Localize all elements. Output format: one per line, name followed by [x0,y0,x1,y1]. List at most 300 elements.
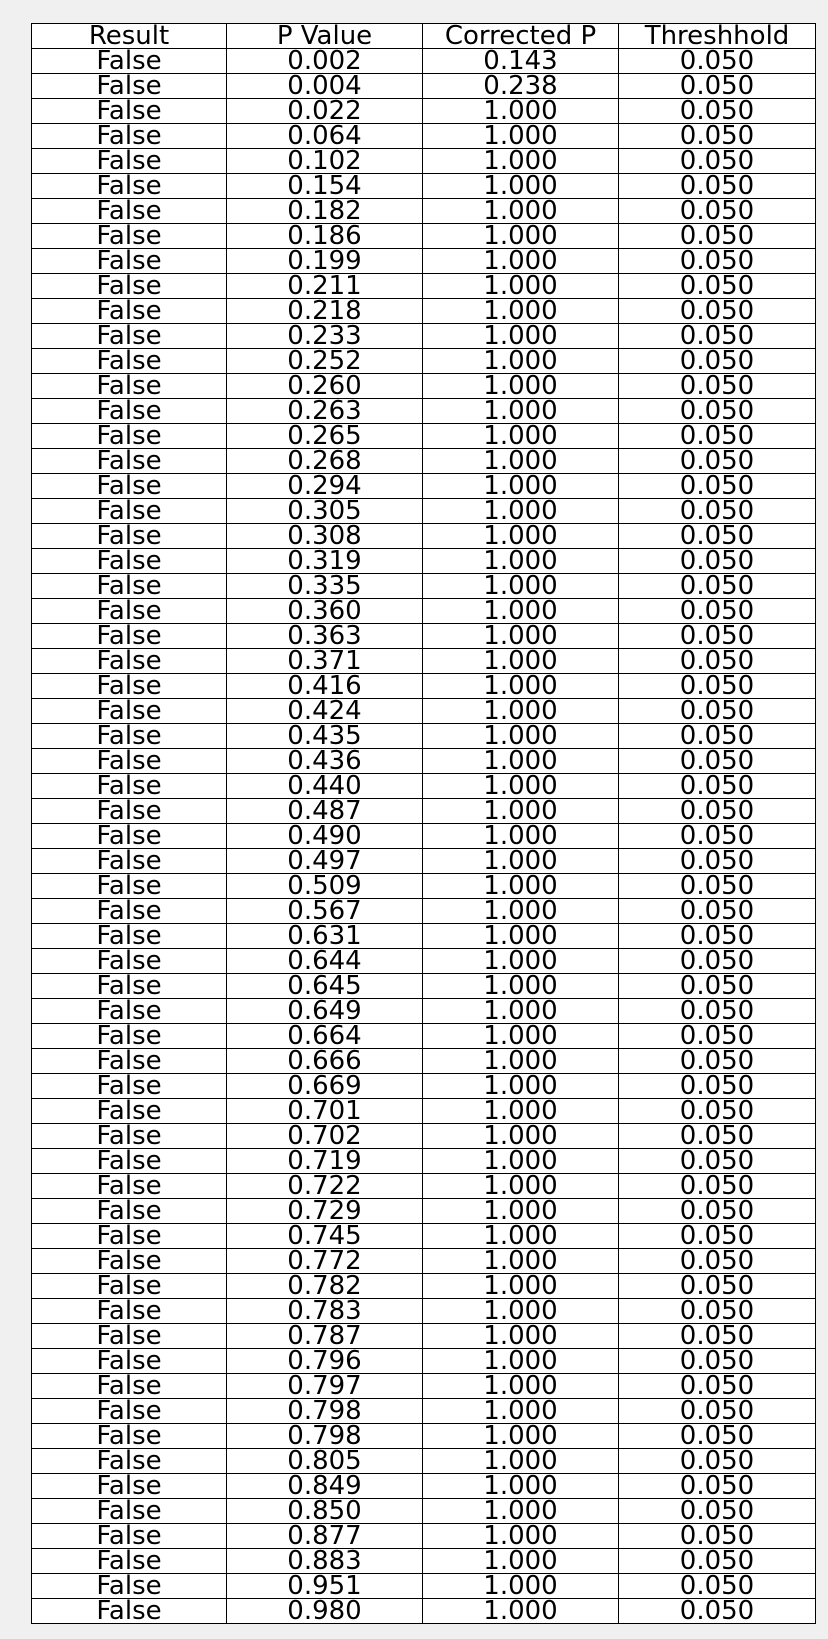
threshold-cell: 0.050 [619,174,816,199]
table-header [32,24,816,49]
p-value-cell: 0.772 [227,1249,423,1274]
threshold-cell: 0.050 [619,1449,816,1474]
table-row [32,524,816,549]
result-cell: False [32,699,227,724]
p-value-cell: 0.435 [227,724,423,749]
threshold-cell: 0.050 [619,1374,816,1399]
column-header-corrected-p: Corrected P [423,24,619,49]
corrected-p-cell: 1.000 [423,1599,619,1624]
p-value-cell: 0.308 [227,524,423,549]
table-row [32,674,816,699]
table-row [32,874,816,899]
result-cell: False [32,424,227,449]
corrected-p-cell: 1.000 [423,199,619,224]
result-cell: False [32,824,227,849]
table-row [32,824,816,849]
corrected-p-cell: 1.000 [423,1399,619,1424]
corrected-p-cell: 1.000 [423,649,619,674]
p-value-cell: 0.719 [227,1149,423,1174]
table-row [32,1224,816,1249]
threshold-cell: 0.050 [619,1149,816,1174]
corrected-p-cell: 1.000 [423,499,619,524]
p-value-cell: 0.436 [227,749,423,774]
result-cell: False [32,49,227,74]
table-row [32,1099,816,1124]
table-row [32,174,816,199]
result-cell: False [32,724,227,749]
threshold-cell: 0.050 [619,124,816,149]
p-value-cell: 0.263 [227,399,423,424]
corrected-p-cell: 1.000 [423,574,619,599]
result-cell: False [32,174,227,199]
result-cell: False [32,624,227,649]
p-value-cell: 0.218 [227,299,423,324]
corrected-p-cell: 1.000 [423,1049,619,1074]
corrected-p-cell: 1.000 [423,124,619,149]
threshold-cell: 0.050 [619,99,816,124]
threshold-cell: 0.050 [619,474,816,499]
result-cell: False [32,999,227,1024]
corrected-p-cell: 1.000 [423,1474,619,1499]
p-value-cell: 0.669 [227,1074,423,1099]
table-row [32,349,816,374]
threshold-cell: 0.050 [619,249,816,274]
p-value-cell: 0.211 [227,274,423,299]
p-value-cell: 0.102 [227,149,423,174]
corrected-p-cell: 1.000 [423,799,619,824]
threshold-cell: 0.050 [619,774,816,799]
corrected-p-cell: 1.000 [423,249,619,274]
threshold-cell: 0.050 [619,1174,816,1199]
result-cell: False [32,1374,227,1399]
corrected-p-cell: 1.000 [423,874,619,899]
p-value-cell: 0.233 [227,324,423,349]
p-value-cell: 0.363 [227,624,423,649]
p-value-cell: 0.265 [227,424,423,449]
corrected-p-cell: 1.000 [423,324,619,349]
result-cell: False [32,1574,227,1599]
p-value-cell: 0.666 [227,1049,423,1074]
p-value-cell: 0.729 [227,1199,423,1224]
table-row [32,424,816,449]
threshold-cell: 0.050 [619,949,816,974]
threshold-cell: 0.050 [619,1224,816,1249]
table-row [32,1499,816,1524]
table-row [32,124,816,149]
corrected-p-cell: 1.000 [423,1424,619,1449]
p-value-cell: 0.849 [227,1474,423,1499]
p-value-cell: 0.980 [227,1599,423,1624]
result-cell: False [32,149,227,174]
result-cell: False [32,249,227,274]
corrected-p-cell: 1.000 [423,974,619,999]
table-row [32,999,816,1024]
table-row [32,299,816,324]
p-value-cell: 0.497 [227,849,423,874]
result-cell: False [32,574,227,599]
corrected-p-cell: 1.000 [423,174,619,199]
corrected-p-cell: 1.000 [423,674,619,699]
threshold-cell: 0.050 [619,399,816,424]
p-value-cell: 0.631 [227,924,423,949]
result-cell: False [32,1024,227,1049]
corrected-p-cell: 1.000 [423,1024,619,1049]
threshold-cell: 0.050 [619,1324,816,1349]
p-value-cell: 0.796 [227,1349,423,1374]
threshold-cell: 0.050 [619,1574,816,1599]
table-row [32,1199,816,1224]
corrected-p-cell: 1.000 [423,1174,619,1199]
table-row [32,199,816,224]
result-cell: False [32,949,227,974]
p-value-cell: 0.360 [227,599,423,624]
result-cell: False [32,1424,227,1449]
column-header-threshold: Threshhold [619,24,816,49]
p-value-cell: 0.002 [227,49,423,74]
table-row [32,574,816,599]
corrected-p-cell: 1.000 [423,449,619,474]
result-cell: False [32,524,227,549]
result-cell: False [32,1349,227,1374]
threshold-cell: 0.050 [619,274,816,299]
table-row [32,1449,816,1474]
table-row [32,399,816,424]
threshold-cell: 0.050 [619,224,816,249]
p-value-cell: 0.424 [227,699,423,724]
table-body [32,49,816,1624]
threshold-cell: 0.050 [619,1249,816,1274]
threshold-cell: 0.050 [619,349,816,374]
corrected-p-cell: 1.000 [423,1199,619,1224]
results-table-container [31,23,815,1624]
threshold-cell: 0.050 [619,1499,816,1524]
p-value-cell: 0.797 [227,1374,423,1399]
table-row [32,849,816,874]
corrected-p-cell: 1.000 [423,599,619,624]
threshold-cell: 0.050 [619,649,816,674]
corrected-p-cell: 1.000 [423,99,619,124]
table-row [32,1349,816,1374]
p-value-cell: 0.783 [227,1299,423,1324]
result-cell: False [32,974,227,999]
corrected-p-cell: 1.000 [423,1349,619,1374]
corrected-p-cell: 1.000 [423,1374,619,1399]
corrected-p-cell: 1.000 [423,1274,619,1299]
threshold-cell: 0.050 [619,324,816,349]
corrected-p-cell: 1.000 [423,149,619,174]
table-row [32,549,816,574]
corrected-p-cell: 1.000 [423,749,619,774]
table-row [32,1074,816,1099]
corrected-p-cell: 1.000 [423,299,619,324]
corrected-p-cell: 1.000 [423,1574,619,1599]
result-cell: False [32,449,227,474]
table-row [32,1424,816,1449]
corrected-p-cell: 0.143 [423,49,619,74]
table-row [32,99,816,124]
corrected-p-cell: 1.000 [423,899,619,924]
table-row [32,1049,816,1074]
p-value-cell: 0.186 [227,224,423,249]
threshold-cell: 0.050 [619,149,816,174]
threshold-cell: 0.050 [619,1524,816,1549]
threshold-cell: 0.050 [619,74,816,99]
threshold-cell: 0.050 [619,499,816,524]
p-value-cell: 0.416 [227,674,423,699]
table-row [32,1374,816,1399]
threshold-cell: 0.050 [619,1074,816,1099]
p-value-cell: 0.022 [227,99,423,124]
header-row [32,24,816,49]
corrected-p-cell: 1.000 [423,374,619,399]
p-value-cell: 0.782 [227,1274,423,1299]
corrected-p-cell: 1.000 [423,1249,619,1274]
threshold-cell: 0.050 [619,1299,816,1324]
result-cell: False [32,374,227,399]
threshold-cell: 0.050 [619,749,816,774]
table-row [32,1324,816,1349]
threshold-cell: 0.050 [619,674,816,699]
p-value-cell: 0.702 [227,1124,423,1149]
p-value-cell: 0.644 [227,949,423,974]
corrected-p-cell: 1.000 [423,474,619,499]
table-row [32,1124,816,1149]
threshold-cell: 0.050 [619,1424,816,1449]
result-cell: False [32,1074,227,1099]
threshold-cell: 0.050 [619,699,816,724]
result-cell: False [32,324,227,349]
p-value-cell: 0.877 [227,1524,423,1549]
p-value-cell: 0.567 [227,899,423,924]
table-row [32,324,816,349]
p-value-cell: 0.154 [227,174,423,199]
threshold-cell: 0.050 [619,299,816,324]
p-value-cell: 0.645 [227,974,423,999]
result-cell: False [32,599,227,624]
corrected-p-cell: 1.000 [423,1074,619,1099]
threshold-cell: 0.050 [619,624,816,649]
p-value-cell: 0.335 [227,574,423,599]
p-value-cell: 0.722 [227,1174,423,1199]
corrected-p-cell: 1.000 [423,424,619,449]
result-cell: False [32,1174,227,1199]
result-cell: False [32,299,227,324]
table-row [32,1249,816,1274]
table-row [32,649,816,674]
result-cell: False [32,1274,227,1299]
table-row [32,699,816,724]
result-cell: False [32,1124,227,1149]
table-row [32,1549,816,1574]
table-row [32,499,816,524]
p-value-cell: 0.883 [227,1549,423,1574]
threshold-cell: 0.050 [619,1599,816,1624]
threshold-cell: 0.050 [619,424,816,449]
threshold-cell: 0.050 [619,1024,816,1049]
table-row [32,1174,816,1199]
corrected-p-cell: 1.000 [423,949,619,974]
corrected-p-cell: 1.000 [423,1149,619,1174]
table-row [32,74,816,99]
table-row [32,149,816,174]
result-cell: False [32,1299,227,1324]
result-cell: False [32,474,227,499]
result-cell: False [32,1099,227,1124]
corrected-p-cell: 1.000 [423,724,619,749]
threshold-cell: 0.050 [619,49,816,74]
p-value-cell: 0.649 [227,999,423,1024]
result-cell: False [32,1474,227,1499]
threshold-cell: 0.050 [619,1474,816,1499]
p-value-cell: 0.951 [227,1574,423,1599]
table-row [32,1274,816,1299]
p-value-cell: 0.787 [227,1324,423,1349]
result-cell: False [32,874,227,899]
table-row [32,274,816,299]
threshold-cell: 0.050 [619,199,816,224]
corrected-p-cell: 1.000 [423,1099,619,1124]
result-cell: False [32,199,227,224]
p-value-cell: 0.440 [227,774,423,799]
result-cell: False [32,399,227,424]
table-row [32,624,816,649]
column-header-p-value: P Value [227,24,423,49]
table-row [32,799,816,824]
threshold-cell: 0.050 [619,1399,816,1424]
result-cell: False [32,349,227,374]
corrected-p-cell: 1.000 [423,1224,619,1249]
threshold-cell: 0.050 [619,999,816,1024]
corrected-p-cell: 1.000 [423,349,619,374]
corrected-p-cell: 1.000 [423,524,619,549]
result-cell: False [32,1599,227,1624]
table-row [32,1474,816,1499]
table-row [32,899,816,924]
corrected-p-cell: 1.000 [423,624,619,649]
result-cell: False [32,124,227,149]
result-cell: False [32,99,227,124]
table-row [32,1399,816,1424]
p-value-cell: 0.371 [227,649,423,674]
p-value-cell: 0.319 [227,549,423,574]
table-row [32,374,816,399]
threshold-cell: 0.050 [619,974,816,999]
p-value-cell: 0.487 [227,799,423,824]
threshold-cell: 0.050 [619,1049,816,1074]
p-value-cell: 0.509 [227,874,423,899]
corrected-p-cell: 1.000 [423,1449,619,1474]
threshold-cell: 0.050 [619,1199,816,1224]
threshold-cell: 0.050 [619,824,816,849]
corrected-p-cell: 1.000 [423,1524,619,1549]
p-value-cell: 0.260 [227,374,423,399]
result-cell: False [32,849,227,874]
table-row [32,724,816,749]
result-cell: False [32,1149,227,1174]
table-row [32,249,816,274]
threshold-cell: 0.050 [619,574,816,599]
result-cell: False [32,1324,227,1349]
p-value-cell: 0.004 [227,74,423,99]
corrected-p-cell: 1.000 [423,924,619,949]
table-row [32,974,816,999]
p-value-cell: 0.064 [227,124,423,149]
table-row [32,449,816,474]
p-value-cell: 0.701 [227,1099,423,1124]
threshold-cell: 0.050 [619,799,816,824]
table-row [32,474,816,499]
threshold-cell: 0.050 [619,924,816,949]
corrected-p-cell: 1.000 [423,1299,619,1324]
corrected-p-cell: 1.000 [423,549,619,574]
result-cell: False [32,774,227,799]
table-row [32,924,816,949]
corrected-p-cell: 1.000 [423,999,619,1024]
result-cell: False [32,1249,227,1274]
column-header-result: Result [32,24,227,49]
result-cell: False [32,1199,227,1224]
threshold-cell: 0.050 [619,449,816,474]
table-row [32,749,816,774]
table-row [32,224,816,249]
p-value-cell: 0.182 [227,199,423,224]
table-row [32,599,816,624]
result-cell: False [32,1449,227,1474]
table-row [32,1524,816,1549]
corrected-p-cell: 1.000 [423,274,619,299]
result-cell: False [32,499,227,524]
p-value-cell: 0.252 [227,349,423,374]
threshold-cell: 0.050 [619,849,816,874]
table-row [32,774,816,799]
result-cell: False [32,74,227,99]
corrected-p-cell: 1.000 [423,224,619,249]
p-value-cell: 0.798 [227,1424,423,1449]
result-cell: False [32,1224,227,1249]
corrected-p-cell: 1.000 [423,1499,619,1524]
p-value-cell: 0.664 [227,1024,423,1049]
results-table [31,23,816,1624]
result-cell: False [32,224,227,249]
result-cell: False [32,1049,227,1074]
result-cell: False [32,749,227,774]
p-value-cell: 0.805 [227,1449,423,1474]
table-row [32,49,816,74]
result-cell: False [32,274,227,299]
result-cell: False [32,924,227,949]
table-row [32,1574,816,1599]
corrected-p-cell: 1.000 [423,1124,619,1149]
table-row [32,1299,816,1324]
corrected-p-cell: 1.000 [423,1549,619,1574]
threshold-cell: 0.050 [619,874,816,899]
threshold-cell: 0.050 [619,549,816,574]
p-value-cell: 0.268 [227,449,423,474]
p-value-cell: 0.745 [227,1224,423,1249]
corrected-p-cell: 0.238 [423,74,619,99]
p-value-cell: 0.490 [227,824,423,849]
corrected-p-cell: 1.000 [423,849,619,874]
result-cell: False [32,649,227,674]
p-value-cell: 0.850 [227,1499,423,1524]
threshold-cell: 0.050 [619,899,816,924]
corrected-p-cell: 1.000 [423,824,619,849]
p-value-cell: 0.305 [227,499,423,524]
corrected-p-cell: 1.000 [423,774,619,799]
corrected-p-cell: 1.000 [423,399,619,424]
threshold-cell: 0.050 [619,524,816,549]
threshold-cell: 0.050 [619,374,816,399]
